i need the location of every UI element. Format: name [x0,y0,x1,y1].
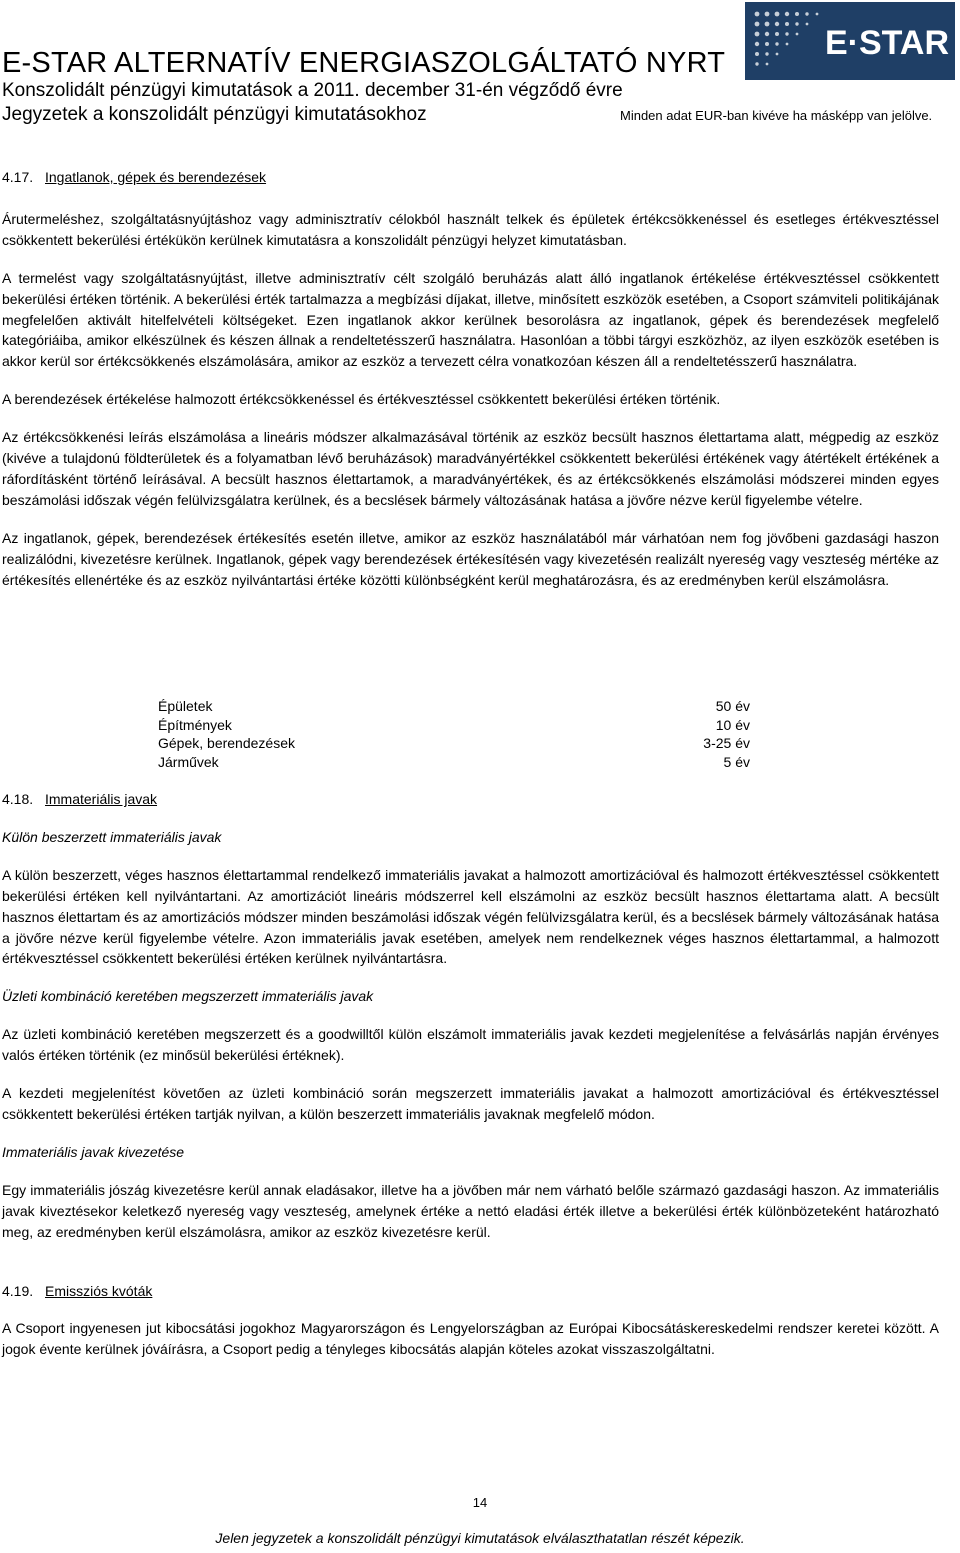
asset-life: 3-25 év [703,735,750,751]
footer-note: Jelen jegyzetek a konszolidált pénzügyi kimutatások elválaszthatatlan részét képezik. [215,1530,745,1546]
subsection-title: Immateriális javak kivezetése [2,1143,185,1160]
asset-name: Építmények [158,716,232,733]
paragraph: Az ingatlanok, gépek, berendezések értékesítés esetén illetve, amikor az eszköz használatából már várhatóan nem fog jövőbeni gazdasági haszon realizálódni, kivezetésre kerülnek. Ingatlanok, gépek vagy berendezések értékesítésén vagy kivezetésén realizált nyereség vagy veszteség mértéke az értékesítés ellenértéke és az eszköz nyilvántartási értéke közötti különbségként kerül meghatározásra, és az eredményben kerül elszámolásra. [2,529,939,588]
paragraph: Árutermeléshez, szolgáltatásnyújtáshoz vagy adminisztratív célokból használt telkek és épületek értékcsökkenéssel és esetleges értékvesztéssel csökkentett bekerülési értékükön kerülnek kimutatásra a konszolidált pénzügyi helyzet kimutatásban. [2,210,939,248]
paragraph: Az értékcsökkenési leírás elszámolása a lineáris módszer alkalmazásával történik az eszköz becsült hasznos élettartama alatt, mégpedig az eszköz (kivéve a tulajdonú földterületek és a folyamatban lévő beruházások) maradványértékkel csökkentett bekerülési értékének vagy átértékelt értékének a ráfordításként történő leírásával. A becsült hasznos élettartamok, a maradványértékek, és az értékcsökkenés elszámolási módszerei minden egyes beszámolási időszak végén felülvizsgálatra kerülnek, és a becslések bármely változásának hatása a jövőre nézve kerül figyelembe vételre. [2,429,939,508]
asset-name: Járművek [158,753,219,770]
page-content [2,167,939,591]
section-4-19-heading [2,1281,939,1302]
asset-life: 10 év [715,716,750,733]
page-header [0,0,960,130]
paragraph: A külön beszerzett, véges hasznos élettartammal rendelkező immateriális javakat a halmozott amortizációval és halmozott értékvesztéssel csökkentett bekerülési értéken kell nyilvántartani. Az amortizációt lineáris módszerrel kell elszámolni az eszköz becsült hasznos élettartama alatt. A becsült hasznos élettartam és az amortizációs módszer minden beszámolási időszak végén felülvizsgálatra kerül, és a becslések bármely változásának hatása a jövőre nézve kerül figyelembe vételre. Azon immateriális javak esetében, amelyek nem rendelkeznek véges hasznos élettartammal, a halmozott értékvesztéssel csökkentett bekerülési értéken kerülnek nyilvántartásra. [2,866,939,967]
logo-text: E·STAR [825,24,950,62]
paragraph: Az üzleti kombináció keretében megszerzett és a goodwilltől külön elszámolt immateriális javak kezdeti megjelenítése a felvásárlás napján érvényes valós értéken történik (ez minősül bekerülési értéknek). [2,1026,939,1064]
company-name: E-STAR ALTERNATÍV ENERGIASZOLGÁLTATÓ NYRT [2,47,726,79]
asset-life: 5 év [723,753,750,770]
asset-life: 50 év [715,698,750,714]
paragraph: A termelést vagy szolgáltatásnyújtást, illetve adminisztratív célt szolgáló beruházás alatt álló ingatlanok értékelése értékvesztéssel csökkentett bekerülési értéken történik. A bekerülési érték tartalmazza a megbízási díjakat, illetve, minősített eszközök esetében, a Csoport számviteli politikájának megfelelően aktivált hitelfelvételi költségeket. Ezen ingatlanok akkor kerülnek besorolásra az ingatlanok, gépek és berendezések megfelelő kategóriáiba, amikor elkészülnek és készen állnak a rendeltetésszerű használatra. Hasonlóan a többi tárgyi eszközhöz, az ilyen eszközök esetében is akkor kerül sor értékcsökkenés elszámolására, amikor az eszköz a tervezett célra vonatkozóan készen áll a rendeltetésszerű használatra. [2,269,939,370]
paragraph: A kezdeti megjelenítést követően az üzleti kombináció során megszerzett immateriális javakat a halmozott amortizációval és értékvesztéssel csökkentett bekerülési értéken tartják nyilvan, a külön beszerzett immateriális javaknak megfelelő módon. [2,1085,939,1122]
section-number: 4.18. [2,791,34,807]
page-number: 14 [472,1495,488,1510]
section-number: 4.19. [2,1282,34,1299]
asset-name: Épületek [158,698,213,714]
paragraph: A Csoport ingyenesen jut kibocsátási jogokhoz Magyarországon és Lengyelországban az Európai Kibocsátáskereskedelmi rendszer keretei között. A jogok évente kerülnek jóváírásra, a Csoport pedig a tényleges kibocsátás alapján köteles azokat visszaszolgáltatni. [2,1320,939,1358]
report-subtitle: Konszolidált pénzügyi kimutatások a 2011. december 31-én végződő évre [2,80,623,101]
currency-note: Minden adat EUR-ban kivéve ha másképp van jelölve. [620,108,933,123]
useful-life-row [158,734,750,753]
subsection-title: Üzleti kombináció keretében megszerzett immateriális javak [2,988,374,1005]
useful-life-row [158,753,750,772]
paragraph: A berendezések értékelése halmozott értékcsökkenéssel és értékvesztéssel csökkentett bekerülési értéken történik. [2,391,721,408]
section-title: Emissziós kvóták [45,1282,153,1299]
section-number: 4.17. [2,169,34,185]
page-content-lower [2,789,939,1360]
paragraph: Egy immateriális jószág kivezetésre kerül annak eladásakor, illetve ha a jövőben már nem várható belőle származó gazdasági haszon. Az immateriális javak kiveztésekor keletkező nyereség vagy veszteség, amelynek értéke a nettó eladási érték illetve a bekerülési érték különbözeteként határozható meg, az eredményben kerül elszámolásra, amikor az eszköz kivezetésre kerül. [2,1181,939,1240]
section-4-17-heading [2,167,939,188]
notes-title: Jegyzetek a konszolidált pénzügyi kimutatásokhoz [2,104,427,125]
useful-life-row [158,697,750,716]
useful-life-table [158,697,750,771]
useful-life-row [158,716,750,735]
estar-logo [745,2,955,80]
section-4-18-heading [2,789,939,810]
section-title: Immateriális javak [45,791,158,807]
subsection-title: Külön beszerzett immateriális javak [2,828,222,845]
asset-name: Gépek, berendezések [158,735,295,751]
section-title: Ingatlanok, gépek és berendezések [45,169,267,185]
